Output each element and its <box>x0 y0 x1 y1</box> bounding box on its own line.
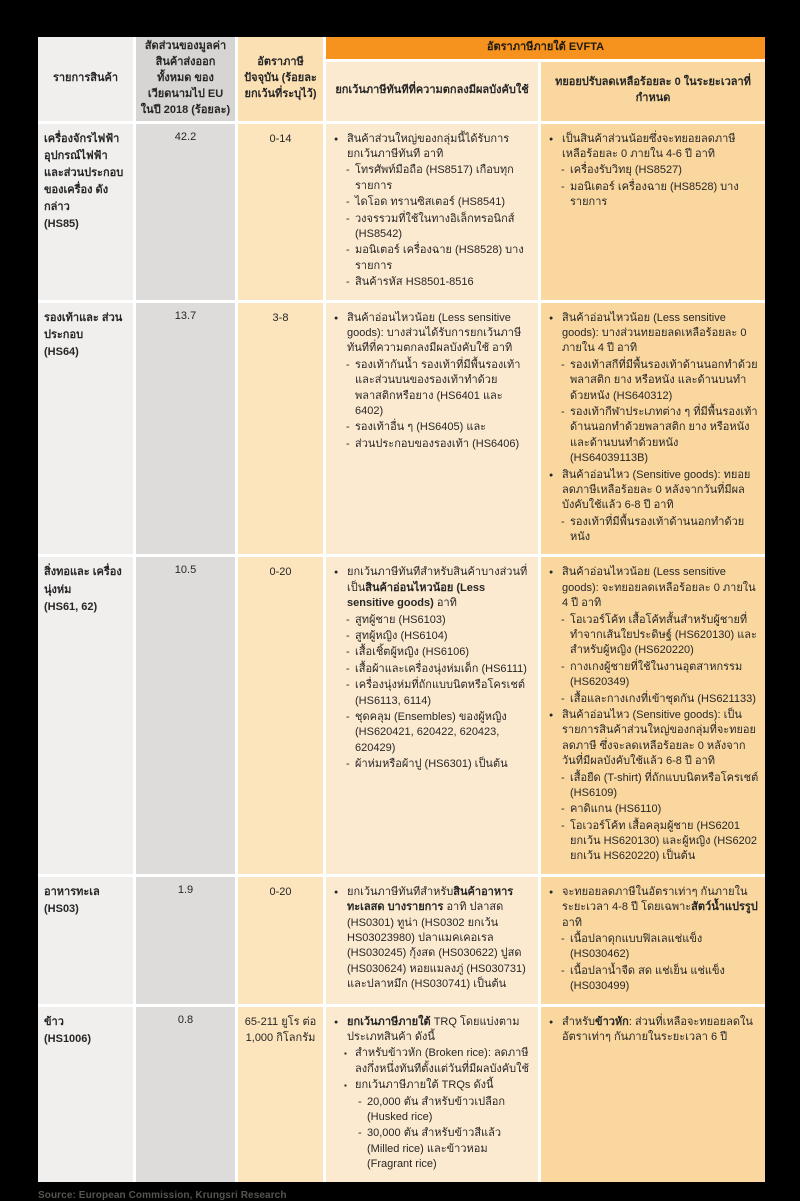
gradual-reduction-cell <box>541 877 765 1004</box>
list-item-text: รองเท้าที่มีพื้นรองเท้าด้านนอกทำด้วยหนัง <box>570 515 745 544</box>
list-item <box>333 275 532 290</box>
dash-marker: - <box>346 244 350 257</box>
current-tariff-cell: 0-20 <box>238 557 323 873</box>
dash-marker: - <box>561 771 565 784</box>
product-name: สิ่งทอและ เครื่องนุ่งห่ม <box>44 566 122 596</box>
gradual-reduction-cell <box>541 124 765 300</box>
list-item <box>548 613 759 659</box>
list-item-text: สำหรับข้าวหัก: ส่วนที่เหลือจะทยอยลดในอัตราเท่าๆ กันภายในระยะเวลา 6 ปี <box>562 1015 753 1043</box>
dash-marker: - <box>346 421 350 434</box>
list-item-text: เครื่องรับวิทยุ (HS8527) <box>570 164 682 177</box>
dash-marker: - <box>346 679 350 692</box>
product-cell <box>38 557 133 873</box>
current-tariff-cell: 0-14 <box>238 124 323 300</box>
immediate-exemption-cell <box>326 557 538 873</box>
bullet-icon: ● <box>549 888 554 896</box>
dash-marker: - <box>346 613 350 626</box>
evfta-tariff-table <box>38 37 765 1182</box>
dash-marker: - <box>561 803 565 816</box>
list-item <box>333 243 532 274</box>
list-item-text: มอนิเตอร์ เครื่องฉาย (HS8528) บางรายการ <box>355 244 524 272</box>
list-item-text: ยกเว้นภาษีทันทีสำหรับสินค้าอาหารทะเลสด บางรายการ อาทิ ปลาสด (HS0301) ทูน่า (HS0302 ยกเว้น HS03023980) ปลาแมคเคอเรล (HS030245) กุ้งสด (HS030622) ปูสด (HS030624) หอยแมลงภู่ (HS030731) และปลาหมึก (HS030741) เป็นต้น <box>347 885 526 991</box>
export-share-cell: 13.7 <box>136 303 235 555</box>
list-item <box>548 565 759 611</box>
export-share-cell: 1.9 <box>136 877 235 1004</box>
dash-marker: - <box>358 1127 362 1140</box>
list-item <box>333 195 532 210</box>
list-item <box>548 468 759 514</box>
bullet-icon: ● <box>549 711 554 719</box>
list-item-text: รองเท้าอื่น ๆ (HS6405) และ <box>355 421 487 434</box>
header-export-share: สัดส่วนของมูลค่า สินค้าส่งออกทั้งหมด ของเวียดนามไป EU ในปี 2018 (ร้อยละ) <box>136 37 235 121</box>
dash-marker: - <box>346 276 350 289</box>
list-item <box>333 1095 532 1126</box>
immediate-exemption-cell <box>326 124 538 300</box>
dash-marker: - <box>358 1095 362 1108</box>
header-current-tariff: อัตราภาษีปัจจุบัน (ร้อยละ ยกเว้นที่ระบุไว้) <box>238 37 323 121</box>
dash-marker: - <box>346 164 350 177</box>
list-item-text: มอนิเตอร์ เครื่องฉาย (HS8528) บางรายการ <box>570 180 739 209</box>
list-item-text: เสื้อยืด (T-shirt) ที่ถักแบบนิตหรือโครเชต์ (HS6109) <box>570 771 759 799</box>
list-item <box>333 565 532 611</box>
list-item-text: สูทผู้ชาย (HS6103) <box>355 613 446 626</box>
immediate-exemption-cell <box>326 1007 538 1182</box>
list-item-text: เนื้อปลาดุกแบบฟิลเลแช่แข็ง (HS030462) <box>570 933 703 961</box>
export-share-cell: 10.5 <box>136 557 235 873</box>
source-note: Source: European Commission, Krungsri Research <box>38 1189 287 1201</box>
dash-marker: - <box>346 196 350 209</box>
dash-marker: - <box>561 819 565 832</box>
list-item-text: เนื้อปลาน้ำจืด สด แช่เย็น แช่แข็ง (HS030499) <box>570 964 725 993</box>
gradual-reduction-cell <box>541 1007 765 1182</box>
bullet-icon: ● <box>549 1018 554 1026</box>
export-share-cell: 42.2 <box>136 124 235 300</box>
list-item <box>333 212 532 243</box>
list-item <box>333 163 532 194</box>
dash-marker: - <box>561 964 565 977</box>
list-item-text: ชุดคลุม (Ensembles) ของผู้หญิง (HS620421, 620422, 620423, 620429) <box>355 710 507 754</box>
immediate-exemption-cell <box>326 303 538 555</box>
list-item-text: สินค้าอ่อนไหวน้อย (Less sensitive goods): จะทยอยลดเหลือร้อยละ 0 ภายใน 4 ปี อาทิ <box>562 566 756 610</box>
list-item <box>548 311 759 357</box>
list-item <box>548 660 759 691</box>
gradual-reduction-cell <box>541 557 765 873</box>
list-item <box>333 437 532 452</box>
list-item-text: สินค้าอ่อนไหวน้อย (Less sensitive goods): บางส่วนได้รับการยกเว้นภาษีทันทีที่ความตกลงมีผลบังคับใช้ อาทิ <box>347 311 522 355</box>
current-tariff-cell: 3-8 <box>238 303 323 555</box>
dash-marker: - <box>561 692 565 705</box>
list-item <box>548 802 759 817</box>
square-bullet-icon: ▪ <box>344 1081 347 1091</box>
list-item <box>333 1046 532 1077</box>
list-item-text: เสื้อเชิ้ตผู้หญิง (HS6106) <box>355 646 470 659</box>
product-hs-code: (HS03) <box>44 902 79 915</box>
list-item-text: สำหรับข้าวหัก (Broken rice): ลดภาษีลงกึ่งหนึ่งทันทีตั้งแต่วันที่มีผลบังคับใช้ <box>355 1047 529 1075</box>
list-item-text: ยกเว้นภาษีทันทีสำหรับสินค้าบางส่วนที่เป็นสินค้าอ่อนไหวน้อย (Less sensitive goods) อาทิ <box>347 566 528 610</box>
dash-marker: - <box>561 405 565 418</box>
list-item <box>548 819 759 865</box>
list-item <box>333 358 532 420</box>
bullet-icon: ● <box>334 1018 339 1026</box>
list-item-text: ยกเว้นภาษีภายใต้ TRQ โดยแบ่งตามประเภทสินค้า ดังนี้ <box>347 1015 520 1043</box>
dash-marker: - <box>346 212 350 225</box>
bullet-icon: ● <box>549 135 554 143</box>
product-cell <box>38 303 133 555</box>
header-immediate-exemption: ยกเว้นภาษีทันทีที่ความตกลงมีผลบังคับใช้ <box>326 62 538 121</box>
list-item <box>333 420 532 435</box>
dash-marker: - <box>561 613 565 626</box>
list-item <box>333 311 532 357</box>
dash-marker: - <box>561 660 565 673</box>
bullet-icon: ● <box>334 888 339 896</box>
list-item <box>548 692 759 707</box>
list-item <box>548 132 759 163</box>
list-item <box>333 1078 532 1093</box>
list-item <box>548 358 759 404</box>
dash-marker: - <box>346 710 350 723</box>
list-item <box>548 932 759 963</box>
list-item-text: ยกเว้นภาษีภายใต้ TRQs ดังนี้ <box>355 1079 494 1092</box>
gradual-reduction-cell <box>541 303 765 555</box>
export-share-cell: 0.8 <box>136 1007 235 1182</box>
product-name: เครื่องจักรไฟฟ้า อุปกรณ์ไฟฟ้า และส่วนประกอบ ของเครื่อง ดังกล่าว <box>44 132 124 213</box>
bullet-icon: ● <box>549 471 554 479</box>
product-cell <box>38 1007 133 1182</box>
list-item <box>548 515 759 546</box>
list-item <box>548 771 759 802</box>
product-cell <box>38 877 133 1004</box>
dash-marker: - <box>346 662 350 675</box>
product-cell <box>38 124 133 300</box>
product-name: อาหารทะเล <box>44 885 100 898</box>
dash-marker: - <box>346 758 350 771</box>
list-item-text: ผ้าห่มหรือผ้าปู (HS6301) เป็นต้น <box>355 758 508 771</box>
list-item-text: 20,000 ตัน สำหรับข้าวเปลือก (Husked rice) <box>367 1095 506 1123</box>
current-tariff-cell: 0-20 <box>238 877 323 1004</box>
list-item-text: เสื้อผ้าและเครื่องนุ่งห่มเด็ก (HS6111) <box>355 662 527 675</box>
list-item <box>333 629 532 644</box>
list-item <box>333 1015 532 1046</box>
dash-marker: - <box>346 358 350 371</box>
list-item-text: ไดโอด ทรานซิสเตอร์ (HS8541) <box>355 196 505 209</box>
list-item <box>333 132 532 163</box>
list-item <box>548 885 759 931</box>
list-item <box>333 662 532 677</box>
header-evfta-banner: อัตราภาษีภายใต้ EVFTA <box>326 37 765 59</box>
list-item-text: โอเวอร์โค้ท เสื้อคลุมผู้ชาย (HS6201 ยกเว้น HS620130) และผู้หญิง (HS6202 ยกเว้น HS620220) เป็นต้น <box>570 819 757 863</box>
list-item-text: เป็นสินค้าส่วนน้อยซึ่งจะทยอยลดภาษีเหลือร้อยละ 0 ภายใน 4-6 ปี อาทิ <box>562 132 736 161</box>
list-item-text: คาดิแกน (HS6110) <box>570 803 662 816</box>
list-item <box>333 613 532 628</box>
list-item-text: สูทผู้หญิง (HS6104) <box>355 630 448 643</box>
list-item-text: เครื่องนุ่งห่มที่ถักแบบนิตหรือโครเชต์ (HS6113, 6114) <box>355 679 525 707</box>
list-item-text: จะทยอยลดภาษีในอัตราเท่าๆ กันภายในระยะเวลา 4-8 ปี โดยเฉพาะสัตว์น้ำแปรรูป อาทิ <box>562 885 758 929</box>
list-item-text: สินค้ารหัส HS8501-8516 <box>355 276 474 289</box>
list-item <box>333 710 532 756</box>
header-gradual-reduction: ทยอยปรับลดเหลือร้อยละ 0 ในระยะเวลาที่กำหนด <box>541 62 765 121</box>
list-item <box>548 180 759 211</box>
list-item <box>333 885 532 993</box>
list-item <box>333 1126 532 1172</box>
bullet-icon: ● <box>334 569 339 577</box>
list-item-text: รองเท้าสกีที่มีพื้นรองเท้าด้านนอกทำด้วยพลาสติก ยาง หรือหนัง และด้านบนทำด้วยหนัง (HS640312) <box>570 358 758 402</box>
list-item-text: วงจรรวมที่ใช้ในทางอิเล็กทรอนิกส์ (HS8542) <box>355 212 515 241</box>
list-item <box>548 1015 759 1046</box>
bullet-icon: ● <box>334 314 339 322</box>
product-hs-code: (HS1006) <box>44 1032 92 1045</box>
list-item-text: กางเกงผู้ชายที่ใช้ในงานอุตสาหกรรม (HS620349) <box>570 660 743 689</box>
list-item <box>548 163 759 178</box>
product-hs-code: (HS85) <box>44 217 79 230</box>
current-tariff-cell: 65-211 ยูโร ต่อ 1,000 กิโลกรัม <box>238 1007 323 1182</box>
square-bullet-icon: ▪ <box>344 1049 347 1059</box>
list-item-text: 30,000 ตัน สำหรับข้าวสีแล้ว (Milled rice) และข้าวหอม (Fragrant rice) <box>367 1127 502 1171</box>
product-name: รองเท้าและ ส่วนประกอบ <box>44 311 123 341</box>
dash-marker: - <box>346 646 350 659</box>
list-item <box>548 964 759 995</box>
product-hs-code: (HS64) <box>44 345 79 358</box>
list-item <box>333 678 532 709</box>
list-item <box>548 405 759 467</box>
bullet-icon: ● <box>334 135 339 143</box>
product-hs-code: (HS61, 62) <box>44 600 98 613</box>
list-item-text: สินค้าอ่อนไหว (Sensitive goods): ทยอยลดภาษีเหลือร้อยละ 0 หลังจากวันที่มีผลบังคับใช้แล้ว 6-8 ปี อาทิ <box>562 468 751 512</box>
bullet-icon: ● <box>549 569 554 577</box>
list-item <box>333 645 532 660</box>
list-item <box>333 757 532 772</box>
product-name: ข้าว <box>44 1015 64 1028</box>
list-item-text: เสื้อและกางเกงที่เข้าชุดกัน (HS621133) <box>570 692 756 705</box>
list-item-text: สินค้าส่วนใหญ่ของกลุ่มนี้ได้รับการยกเว้นภาษีทันที อาทิ <box>347 132 510 161</box>
list-item-text: รองเท้ากันน้ำ รองเท้าที่มีพื้นรองเท้าและส่วนบนของรองเท้าทำด้วยพลาสติกหรือยาง (HS6401 และ 6402) <box>355 358 521 417</box>
dash-marker: - <box>346 630 350 643</box>
list-item-text: สินค้าอ่อนไหวน้อย (Less sensitive goods): บางส่วนทยอยลดเหลือร้อยละ 0 ภายใน 4 ปี อาทิ <box>562 311 747 355</box>
list-item-text: รองเท้ากีฬาประเภทต่าง ๆ ที่มีพื้นรองเท้าด้านนอกทำด้วยพลาสติก ยาง หรือหนัง และด้านบนทำด้วยหนัง (HS64039113B) <box>570 405 758 465</box>
dash-marker: - <box>561 933 565 946</box>
bullet-icon: ● <box>549 314 554 322</box>
header-product: รายการสินค้า <box>38 37 133 121</box>
list-item-text: สินค้าอ่อนไหว (Sensitive goods): เป็นรายการสินค้าส่วนใหญ่ของกลุ่มที่จะทยอยลดภาษี ซึ่งจะลดเหลือร้อยละ 0 หลังจากวันที่มีผลบังคับใช้แล้ว 6-8 ปี อาทิ <box>562 708 756 768</box>
list-item-text: โทรศัพท์มือถือ (HS8517) เกือบทุกรายการ <box>355 164 514 192</box>
dash-marker: - <box>561 164 565 177</box>
dash-marker: - <box>561 515 565 528</box>
dash-marker: - <box>561 358 565 371</box>
dash-marker: - <box>346 437 350 450</box>
list-item <box>548 708 759 770</box>
immediate-exemption-cell <box>326 877 538 1004</box>
list-item-text: โอเวอร์โค้ท เสื้อโค้ทสั้นสำหรับผู้ชายที่ทำจากเส้นใยประดิษฐ์ (HS620130) และสำหรับผู้หญิง (HS620220) <box>570 613 757 657</box>
list-item-text: ส่วนประกอบของรองเท้า (HS6406) <box>355 437 520 450</box>
dash-marker: - <box>561 180 565 193</box>
